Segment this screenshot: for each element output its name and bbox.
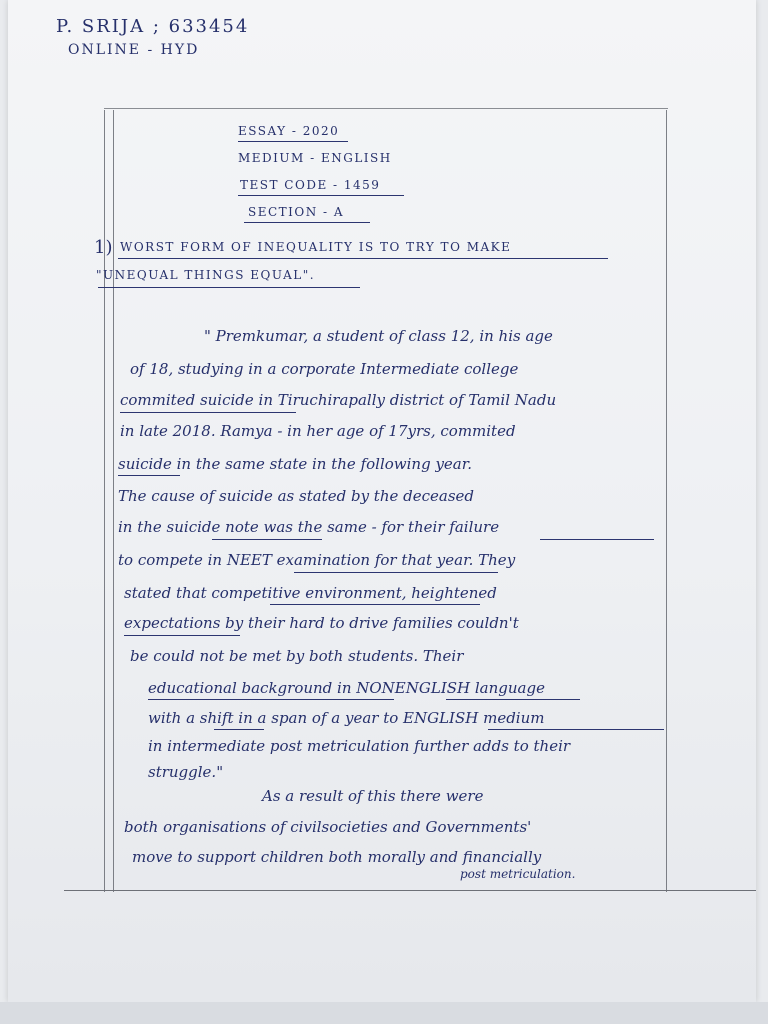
underline-suicide-2 [118, 475, 180, 476]
essay-line: struggle." [148, 763, 224, 781]
underline-neet [294, 572, 498, 573]
essay-line: stated that competitive environment, heightened [124, 584, 497, 602]
essay-line: The cause of suicide as stated by the deceased [118, 487, 475, 505]
underline-educational [148, 699, 394, 700]
essay-line: educational background in NONENGLISH language [148, 679, 545, 697]
essay-line: expectations by their hard to drive families couldn't [124, 614, 519, 632]
question-underline-1 [118, 258, 608, 259]
underline-competitive [270, 604, 480, 605]
underline-nonenglish [446, 699, 580, 700]
essay-line: in the suicide note was the same - for their failure [118, 518, 500, 536]
test-code-underline [238, 195, 404, 196]
margin-line-bottom [64, 890, 756, 891]
question-line-2: "UNEQUAL THINGS EQUAL". [96, 268, 316, 282]
question-underline-2 [98, 287, 360, 288]
underline-failure [540, 539, 654, 540]
underline-english-medium [488, 729, 664, 730]
question-line-1: WORST FORM OF INEQUALITY IS TO TRY TO MAKE [120, 240, 512, 254]
margin-line-right [666, 110, 667, 892]
section: SECTION - A [248, 205, 345, 219]
underline-suicide-note [212, 539, 322, 540]
desk-edge [0, 1002, 768, 1024]
margin-line-top [104, 108, 668, 109]
margin-line-left-inner [113, 110, 114, 892]
essay-line: of 18, studying in a corporate Intermediate college [130, 360, 519, 378]
essay-line: move to support children both morally and financially [132, 848, 542, 866]
essay-line: both organisations of civilsocieties and Governments' [124, 818, 532, 836]
test-code: TEST CODE - 1459 [240, 178, 381, 192]
essay-line: in intermediate post metriculation further adds to their [148, 737, 571, 755]
underline-expectations [124, 635, 240, 636]
section-underline [244, 222, 370, 223]
essay-line: in late 2018. Ramya - in her age of 17yrs, commited [120, 422, 516, 440]
test-center: ONLINE - HYD [68, 42, 200, 58]
essay-line: be could not be met by both students. Their [130, 647, 464, 665]
answer-sheet [8, 0, 756, 1002]
essay-line: commited suicide in Tiruchirapally district of Tamil Nadu [120, 391, 557, 409]
essay-line: As a result of this there were [262, 787, 484, 805]
medium: MEDIUM - ENGLISH [238, 151, 392, 165]
essay-line: " Premkumar, a student of class 12, in his age [204, 327, 553, 345]
underline-shift [214, 729, 264, 730]
underline-suicide [120, 412, 296, 413]
essay-year: ESSAY - 2020 [238, 124, 340, 138]
essay-line: with a shift in a span of a year to ENGLISH medium [148, 709, 545, 727]
essay-line: post metriculation. [460, 867, 576, 881]
essay-year-underline [238, 141, 348, 142]
question-number: 1) [94, 237, 113, 258]
candidate-name-roll: P. SRIJA ; 633454 [56, 16, 250, 37]
essay-line: suicide in the same state in the following year. [118, 455, 473, 473]
essay-line: to compete in NEET examination for that year. They [118, 551, 516, 569]
margin-line-left-outer [104, 110, 105, 892]
